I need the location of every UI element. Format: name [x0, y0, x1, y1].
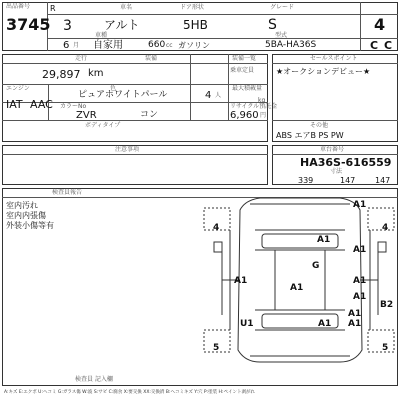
month: 6 — [63, 40, 70, 51]
recycle-label: リサイクル預託金 — [230, 103, 278, 110]
body-color: ピュアホワイトパール — [78, 90, 168, 100]
lot-label: 出品番号 — [6, 3, 31, 10]
inspector-lines — [6, 201, 54, 231]
parts-label: 装備 — [145, 55, 158, 62]
exterior-score: C — [384, 39, 393, 52]
maker-name: アルト — [104, 18, 140, 32]
damage-mark-a1-right-bottom: A1 — [353, 292, 367, 302]
damage-mark-a1-rear-door: A1 — [353, 245, 367, 255]
diagram-footer-label: 検査員 記入欄 — [75, 376, 113, 383]
equipment: ABS エアB PS PW — [276, 131, 344, 140]
chassis-number: HA36S-616559 — [300, 156, 392, 169]
dim-label: 寸法 — [330, 168, 343, 175]
color-label: 色 — [110, 85, 117, 92]
length: 339 — [298, 176, 314, 185]
mileage-unit: km — [88, 68, 104, 79]
notes-label: ボディタイプ — [85, 122, 121, 129]
damage-mark-u1: U1 — [240, 319, 254, 329]
inspector-line: 室内汚れ — [6, 201, 38, 210]
type-label: 車種 — [95, 32, 108, 39]
damage-mark-g: G — [312, 261, 320, 271]
grade: S — [268, 17, 277, 33]
model-label: 型式 — [275, 32, 288, 39]
legend: A:キズ E:エクボ U:ヘコミ G:ガラス傷 W:波 S:サビ C:腐食 X:要交換 XX:交換済 B:ヘコミキズ Y:穴 P:塗装 H:ペイント剥がれ — [4, 390, 255, 395]
engine-label: エンジン — [6, 85, 30, 92]
lot-number: 3745 — [6, 15, 51, 34]
mileage: 29,897 — [42, 68, 81, 81]
cc: 660 — [148, 40, 166, 50]
inspector-line: 室内内張傷 — [6, 211, 46, 220]
door-type: 5HB — [183, 18, 208, 32]
damage-mark-a1-left-mid: A1 — [234, 276, 248, 286]
tire-rr: 5 — [382, 343, 389, 353]
width: 147 — [340, 176, 356, 185]
sales-point-text: ★オークションデビュー★ — [276, 67, 371, 76]
cap-unit: 人 — [215, 92, 222, 99]
equipment-label: その他 — [310, 122, 329, 129]
damage-mark-a1-top-right: A1 — [353, 200, 367, 210]
inspector-line: 外装小傷等有 — [6, 221, 54, 230]
height: 147 — [375, 176, 391, 185]
cc-unit: cc — [166, 42, 173, 49]
usage: 自家用 — [93, 40, 123, 51]
score: 4 — [374, 15, 386, 34]
code-label: カラーNo — [60, 103, 87, 110]
load-unit: kg — [258, 97, 266, 104]
ac: AAC — [30, 98, 53, 111]
trans: IAT — [6, 98, 23, 111]
car-diagram — [200, 190, 398, 370]
capacity: 4 — [205, 90, 212, 101]
damage-mark-b2: B2 — [380, 300, 394, 310]
mileage-label: 走行 — [75, 55, 88, 62]
right-top-label: 装備一覧 — [232, 55, 257, 62]
recycle-amount: 6,960 — [230, 110, 259, 121]
interior-score: C — [370, 39, 379, 52]
model: 5BA-HA36S — [265, 40, 317, 50]
damage-mark-a1-right-rear: A1 — [353, 276, 367, 286]
damage-mark-a1-right-bottom2: A1 — [348, 309, 362, 319]
yen-unit: 円 — [260, 112, 267, 119]
damage-mark-a1-lower-right: A1 — [348, 319, 362, 329]
damage-mark-a1-roof: A1 — [317, 235, 331, 245]
color-code: ZVR — [76, 110, 97, 121]
fuel: ガソリン — [178, 41, 210, 50]
recycle-label-top: 乗車定員 — [230, 67, 255, 74]
door-label: ドア形状 — [180, 4, 204, 11]
damage-mark-a1-lower-left: A1 — [318, 319, 332, 329]
middle-label: 注意事項 — [115, 146, 140, 153]
chassis-label: 車台番号 — [320, 146, 345, 153]
tire-fl: 4 — [213, 223, 220, 233]
year-prefix: 3 — [63, 18, 72, 34]
grade-label: グレード — [270, 4, 295, 11]
damage-mark-a1-left-mid2: A1 — [290, 283, 304, 293]
load-label: 最大積載量 — [232, 85, 263, 92]
tire-fr: 4 — [382, 223, 389, 233]
key-label: コン — [140, 110, 159, 120]
maker-label: 車名 — [120, 4, 133, 11]
sales-point-label: セールスポイント — [310, 55, 358, 62]
tire-rl: 5 — [213, 343, 220, 353]
month-unit: 月 — [73, 42, 80, 49]
inspector-label: 検査員報告 — [52, 189, 83, 196]
r-marker: R — [50, 4, 56, 13]
